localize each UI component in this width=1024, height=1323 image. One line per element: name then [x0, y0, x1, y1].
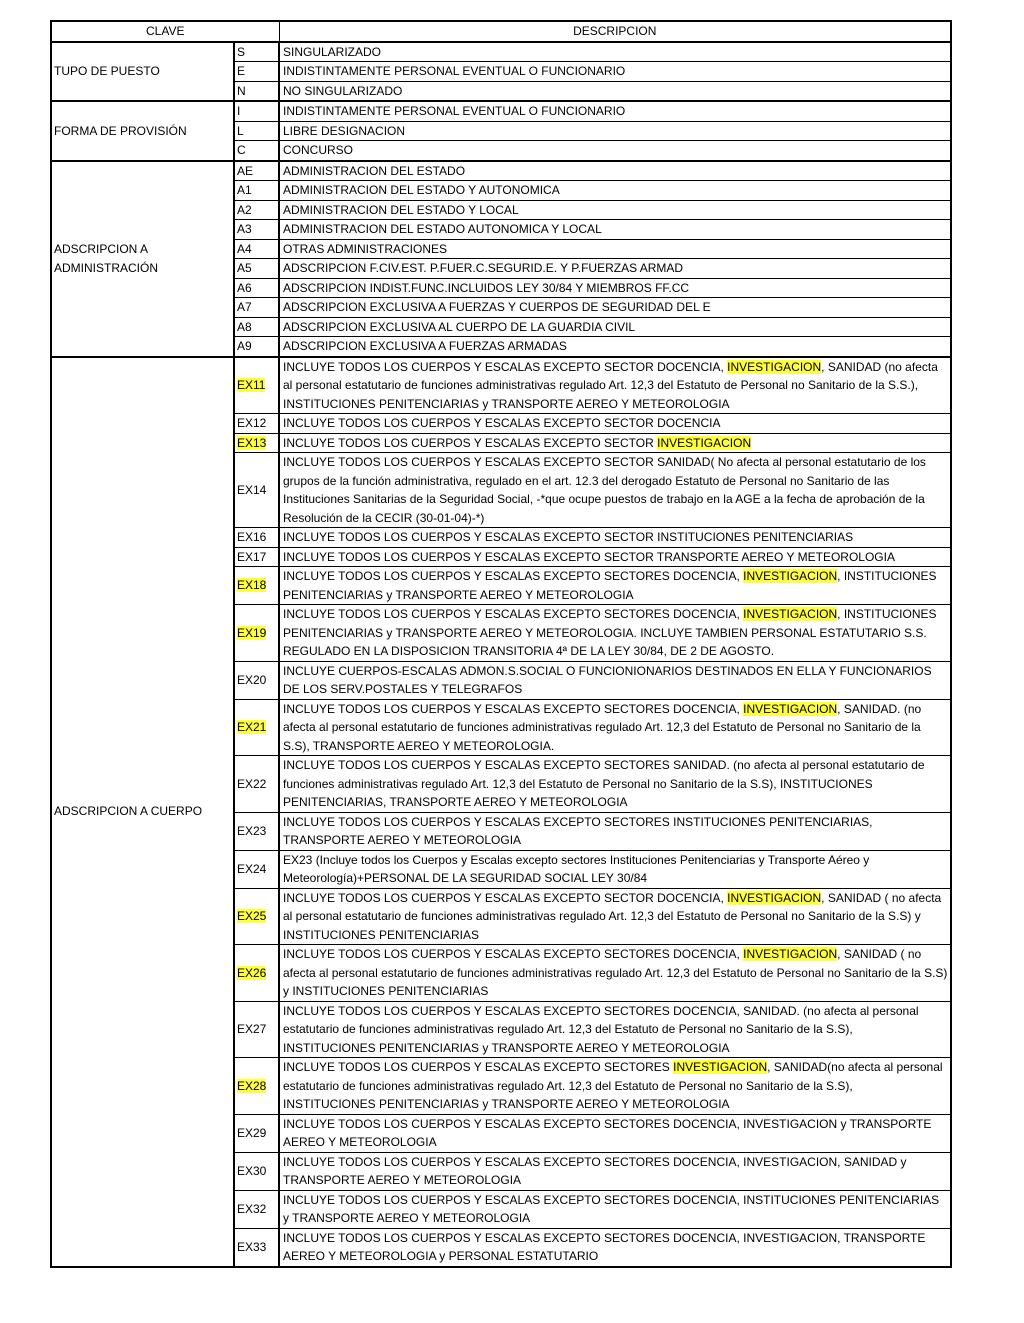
code-value: EX20 — [237, 672, 267, 687]
code-cell — [234, 605, 279, 662]
code-value: EX21 — [237, 720, 267, 734]
code-value: EX13 — [237, 435, 267, 450]
code-value: A7 — [237, 300, 252, 314]
code-value: EX33 — [237, 1239, 267, 1254]
highlighted-term: INVESTIGACION — [743, 569, 838, 583]
description-cell — [279, 699, 951, 756]
description-cell — [279, 1152, 951, 1190]
table-row — [51, 42, 951, 62]
code-value: A9 — [237, 339, 252, 353]
description-text: INCLUYE TODOS LOS CUERPOS Y ESCALAS EXCEPTO SECTORES DOCENCIA, INSTITUCIONES PENITENCIARIAS y TRANSPORTE AEREO Y METEOROLOGIA — [283, 1192, 940, 1225]
description-text: CONCURSO — [283, 143, 354, 157]
description-text: INCLUYE TODOS LOS CUERPOS Y ESCALAS EXCEPTO SECTORES DOCENCIA, INVESTIGACION y TRANSPORTE AEREO Y METEOROLOGIA — [283, 1116, 932, 1149]
description-text: , SANIDAD ( no afecta al personal estatutario de funciones administrativas regulado Art. 12,3 del Estatuto de Personal no Sanitario de la S.S) y INSTITUCIONES PENITENCIARIAS — [283, 947, 948, 998]
description-cell — [279, 181, 951, 201]
description-cell — [279, 661, 951, 699]
description-cell — [279, 298, 951, 318]
code-cell — [234, 81, 279, 101]
description-text: INCLUYE TODOS LOS CUERPOS Y ESCALAS EXCEPTO SECTORES SANIDAD. (no afecta al personal estatutario de funciones administrativas regulado Art. 12,3 del Estatuto de Personal no Sanitario de la S.S), INSTITUCIONES PENITENCIARIAS, TRANSPORTE AEREO Y METEOROLOGIA — [283, 758, 925, 809]
code-value: A8 — [237, 319, 252, 334]
description-text: INCLUYE TODOS LOS CUERPOS Y ESCALAS EXCEPTO SECTOR DOCENCIA, — [283, 890, 728, 905]
description-text: INCLUYE TODOS LOS CUERPOS Y ESCALAS EXCEPTO SECTOR SANIDAD( No afecta al personal estatutario de los grupos de la función administrativa, regulado en el art. 12.3 del derogado Estatuto de Personal no Sanitario de las Instituciones Sanitarias de la Seguridad Social, -*que ocupe puestos de trabajo en la AGE a la fecha de aprobación de la Resolución de la CECIR (30-01-04)-*) — [283, 455, 926, 525]
code-cell — [234, 200, 279, 220]
table-body — [51, 42, 951, 1267]
description-text: OTRAS ADMINISTRACIONES — [283, 241, 448, 256]
description-cell — [279, 317, 951, 337]
code-value: E — [237, 64, 246, 78]
code-cell — [234, 220, 279, 240]
description-text: , SANIDAD ( no afecta al personal estatutario de funciones administrativas regulado Art. 12,3 del Estatuto de Personal no Sanitario de la S.S) y INSTITUCIONES PENITENCIARIAS — [283, 890, 942, 942]
description-text: LIBRE DESIGNACION — [283, 123, 406, 138]
code-value: A1 — [237, 183, 252, 197]
group-label: FORMA DE PROVISIÓN — [51, 101, 234, 161]
code-value: EX26 — [237, 965, 267, 980]
description-cell — [279, 161, 951, 181]
description-text: INCLUYE TODOS LOS CUERPOS Y ESCALAS EXCEPTO SECTORES DOCENCIA, — [283, 607, 744, 621]
description-cell — [279, 1228, 951, 1267]
description-text: INCLUYE TODOS LOS CUERPOS Y ESCALAS EXCEPTO SECTOR — [283, 435, 658, 450]
description-text: INCLUYE TODOS LOS CUERPOS Y ESCALAS EXCEPTO SECTORES DOCENCIA, SANIDAD. (no afecta al personal estatutario de funciones administrativas regulado Art. 12,3 del Estatuto de Personal no Sanitario de la S.S), INSTITUCIONES PENITENCIARIAS y TRANSPORTE AEREO Y METEOROLOGIA — [283, 1003, 919, 1055]
code-value: EX18 — [237, 578, 267, 593]
description-text: INDISTINTAMENTE PERSONAL EVENTUAL O FUNCIONARIO — [283, 104, 626, 118]
highlighted-term: INVESTIGACION — [657, 435, 752, 450]
description-cell — [279, 414, 951, 434]
code-value: EX32 — [237, 1201, 267, 1216]
description-cell — [279, 453, 951, 528]
code-cell — [234, 812, 279, 850]
description-cell — [279, 278, 951, 298]
highlighted-term: INVESTIGACION — [673, 1060, 768, 1074]
code-cell — [234, 699, 279, 756]
description-text: ADMINISTRACION DEL ESTADO — [283, 163, 466, 178]
description-cell — [279, 141, 951, 161]
code-cell — [234, 62, 279, 82]
code-value: EX30 — [237, 1163, 267, 1178]
header-clave: CLAVE — [51, 21, 279, 42]
description-text: ADSCRIPCION EXCLUSIVA AL CUERPO DE LA GUARDIA CIVIL — [283, 319, 636, 334]
code-cell — [234, 259, 279, 279]
code-cell — [234, 239, 279, 259]
code-cell — [234, 1058, 279, 1115]
description-text: , SANIDAD(no afecta al personal estatutario de funciones administrativas regulado Art. 12,3 del Estatuto de Personal no Sanitario de la S.S), INSTITUCIONES PENITENCIARIAS y TRANSPORTE AEREO Y METEOROLOGIA — [283, 1060, 943, 1111]
code-value: N — [237, 83, 246, 98]
group-label: TUPO DE PUESTO — [51, 42, 234, 102]
code-value: L — [237, 123, 244, 138]
code-cell — [234, 661, 279, 699]
highlighted-term: INVESTIGACION — [743, 701, 838, 716]
code-cell — [234, 1152, 279, 1190]
codes-table — [50, 20, 952, 1268]
description-cell — [279, 945, 951, 1002]
header-descripcion: DESCRIPCION — [279, 21, 951, 42]
code-value: EX19 — [237, 625, 267, 640]
code-value: A3 — [237, 222, 252, 236]
code-cell — [234, 1001, 279, 1058]
code-value: EX25 — [237, 909, 267, 923]
description-text: , SANIDAD (no afecta al personal estatutario de funciones administrativas regulado Art. 12,3 del Estatuto de Personal no Sanitario de la S.S.), INSTITUCIONES PENITENCIARIAS y TRANSPORTE AEREO Y METEOROLOGIA — [283, 359, 938, 411]
code-value: EX24 — [237, 861, 267, 876]
code-cell — [234, 528, 279, 548]
code-cell — [234, 278, 279, 298]
description-text: INDISTINTAMENTE PERSONAL EVENTUAL O FUNCIONARIO — [283, 64, 626, 78]
code-cell — [234, 1228, 279, 1267]
code-value: A2 — [237, 202, 252, 217]
code-cell — [234, 161, 279, 181]
description-cell — [279, 756, 951, 813]
code-value: EX16 — [237, 530, 267, 544]
table-row — [51, 101, 951, 121]
description-text: ADMINISTRACION DEL ESTADO Y AUTONOMICA — [283, 183, 560, 197]
description-cell — [279, 567, 951, 605]
description-cell — [279, 433, 951, 453]
code-cell — [234, 756, 279, 813]
description-text: INCLUYE TODOS LOS CUERPOS Y ESCALAS EXCEPTO SECTORES DOCENCIA, INVESTIGACION, TRANSPORTE AEREO Y METEOROLOGIA y PERSONAL ESTATUTARIO — [283, 1230, 926, 1263]
description-text: , INSTITUCIONES PENITENCIARIAS y TRANSPORTE AEREO Y METEOROLOGIA — [283, 569, 937, 602]
code-cell — [234, 1190, 279, 1228]
code-cell — [234, 433, 279, 453]
code-value: EX27 — [237, 1022, 267, 1036]
description-cell — [279, 337, 951, 357]
highlighted-term: INVESTIGACION — [727, 890, 822, 905]
group-label: ADSCRIPCION A ADMINISTRACIÓN — [51, 161, 234, 357]
description-text: INCLUYE TODOS LOS CUERPOS Y ESCALAS EXCEPTO SECTOR TRANSPORTE AEREO Y METEOROLOGIA — [283, 549, 895, 564]
description-text: ADSCRIPCION INDIST.FUNC.INCLUIDOS LEY 30/84 Y MIEMBROS FF.CC — [283, 280, 690, 295]
code-value: A6 — [237, 280, 252, 295]
highlighted-term: INVESTIGACION — [743, 947, 838, 961]
description-cell — [279, 1190, 951, 1228]
description-text: INCLUYE TODOS LOS CUERPOS Y ESCALAS EXCEPTO SECTORES INSTITUCIONES PENITENCIARIAS, TRANSPORTE AEREO Y METEOROLOGIA — [283, 814, 873, 847]
code-value: I — [237, 104, 241, 118]
highlighted-term: INVESTIGACION — [743, 607, 838, 621]
code-cell — [234, 317, 279, 337]
code-value: EX22 — [237, 776, 267, 791]
description-cell — [279, 121, 951, 141]
table-row — [51, 357, 951, 414]
description-cell — [279, 220, 951, 240]
description-text: NO SINGULARIZADO — [283, 83, 403, 98]
table-header-row — [51, 21, 951, 42]
code-cell — [234, 1114, 279, 1152]
description-cell — [279, 81, 951, 101]
description-cell — [279, 547, 951, 567]
description-cell — [279, 528, 951, 548]
description-text: , INSTITUCIONES PENITENCIARIAS y TRANSPORTE AEREO Y METEOROLOGIA. INCLUYE TAMBIEN PERSONAL ESTATUTARIO S.S. REGULADO EN LA DISPOSICION TRANSITORIA 4ª DE LA LEY 30/84, DE 2 DE AGOSTO. — [283, 607, 937, 658]
description-cell — [279, 812, 951, 850]
code-value: EX17 — [237, 549, 267, 564]
code-cell — [234, 414, 279, 434]
description-text: INCLUYE TODOS LOS CUERPOS Y ESCALAS EXCEPTO SECTORES DOCENCIA, — [283, 569, 744, 583]
description-cell — [279, 888, 951, 945]
table-row — [51, 161, 951, 181]
code-cell — [234, 567, 279, 605]
code-cell — [234, 101, 279, 121]
code-cell — [234, 357, 279, 414]
description-text: INCLUYE TODOS LOS CUERPOS Y ESCALAS EXCEPTO SECTORES DOCENCIA, — [283, 701, 744, 716]
description-text: ADSCRIPCION EXCLUSIVA A FUERZAS Y CUERPOS DE SEGURIDAD DEL E — [283, 300, 711, 314]
code-value: EX23 — [237, 823, 267, 838]
code-value: A5 — [237, 261, 252, 275]
description-text: ADSCRIPCION F.CIV.EST. P.FUER.C.SEGURID.E. Y P.FUERZAS ARMAD — [283, 261, 684, 275]
code-cell — [234, 850, 279, 888]
description-cell — [279, 605, 951, 662]
description-text: , SANIDAD. (no afecta al personal estatutario de funciones administrativas regulado Art. 12,3 del Estatuto de Personal no Sanitario de la S.S), TRANSPORTE AEREO Y METEOROLOGIA. — [283, 701, 922, 753]
description-text: INCLUYE TODOS LOS CUERPOS Y ESCALAS EXCEPTO SECTORES DOCENCIA, — [283, 947, 744, 961]
description-cell — [279, 200, 951, 220]
code-cell — [234, 453, 279, 528]
code-cell — [234, 888, 279, 945]
code-cell — [234, 121, 279, 141]
description-cell — [279, 42, 951, 62]
code-cell — [234, 141, 279, 161]
code-value: S — [237, 44, 246, 59]
description-cell — [279, 259, 951, 279]
code-value: EX28 — [237, 1078, 267, 1093]
code-cell — [234, 547, 279, 567]
code-value: EX12 — [237, 416, 267, 430]
code-cell — [234, 337, 279, 357]
description-text: INCLUYE TODOS LOS CUERPOS Y ESCALAS EXCEPTO SECTOR DOCENCIA — [283, 416, 721, 430]
description-cell — [279, 1001, 951, 1058]
code-cell — [234, 42, 279, 62]
description-cell — [279, 239, 951, 259]
code-cell — [234, 181, 279, 201]
description-text: ADMINISTRACION DEL ESTADO AUTONOMICA Y LOCAL — [283, 222, 602, 236]
code-value: EX14 — [237, 482, 267, 497]
description-cell — [279, 1114, 951, 1152]
description-text: INCLUYE TODOS LOS CUERPOS Y ESCALAS EXCEPTO SECTORES — [283, 1060, 674, 1074]
description-text: ADMINISTRACION DEL ESTADO Y LOCAL — [283, 202, 519, 217]
code-value: EX29 — [237, 1125, 267, 1140]
description-text: INCLUYE TODOS LOS CUERPOS Y ESCALAS EXCEPTO SECTORES DOCENCIA, INVESTIGACION, SANIDAD y TRANSPORTE AEREO Y METEOROLOGIA — [283, 1154, 907, 1187]
description-cell — [279, 850, 951, 888]
description-text: INCLUYE CUERPOS-ESCALAS ADMON.S.SOCIAL O FUNCIONIONARIOS DESTINADOS EN ELLA Y FUNCIONARIOS DE LOS SERV.POSTALES Y TELEGRAFOS — [283, 663, 932, 696]
group-label: ADSCRIPCION A CUERPO — [51, 357, 234, 1267]
highlighted-term: INVESTIGACION — [727, 359, 822, 374]
code-cell — [234, 945, 279, 1002]
description-cell — [279, 62, 951, 82]
description-cell — [279, 357, 951, 414]
description-cell — [279, 1058, 951, 1115]
code-value: C — [237, 143, 246, 157]
description-text: EX23 (Incluye todos los Cuerpos y Escalas excepto sectores Instituciones Penitenciarias y Transporte Aéreo y Meteorología)+PERSONAL DE LA SEGURIDAD SOCIAL LEY 30/84 — [283, 852, 870, 885]
description-text: SINGULARIZADO — [283, 44, 382, 59]
code-cell — [234, 298, 279, 318]
description-text: INCLUYE TODOS LOS CUERPOS Y ESCALAS EXCEPTO SECTOR DOCENCIA, — [283, 359, 728, 374]
document-page — [50, 20, 950, 1268]
description-text: ADSCRIPCION EXCLUSIVA A FUERZAS ARMADAS — [283, 339, 567, 353]
code-value: EX11 — [237, 378, 266, 392]
description-text: INCLUYE TODOS LOS CUERPOS Y ESCALAS EXCEPTO SECTOR INSTITUCIONES PENITENCIARIAS — [283, 530, 854, 544]
code-value: A4 — [237, 241, 252, 256]
description-cell — [279, 101, 951, 121]
code-value: AE — [237, 163, 254, 178]
